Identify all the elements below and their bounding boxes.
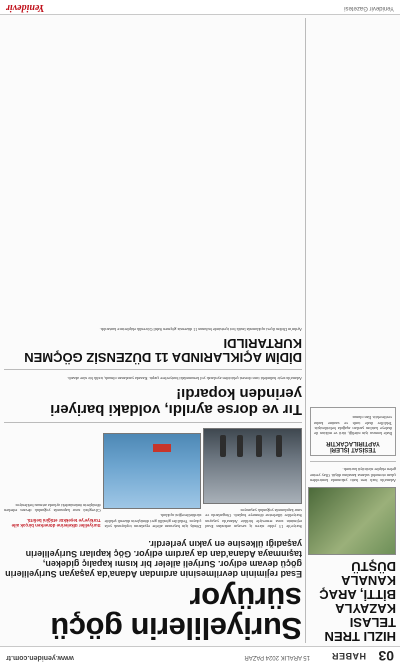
brand-logo: Yenidevir bbox=[6, 2, 45, 13]
notice-title: TESİSAT İŞLERİ YAPTIRILACAKTIR bbox=[326, 440, 380, 453]
column-divider bbox=[305, 18, 306, 643]
section-label: HABER bbox=[331, 651, 366, 661]
left-body: Adana'da hızlı tren hattı yakınında kontrolden çıkan otomobil sulama kanalına düştü. Olay yerine gelen ekipler sürücüyü kurtardı. bbox=[310, 467, 396, 483]
main-deck: Esad rejiminin devrilmesinin ardından Adana'da yaşayan Suriyelilerin göçü devam ediyor. Suriyeli aileler bir kısmı kapalıç gideken, taşınmaya Adana'dan da yardım ediyor. Göç kapıları Suriyelilerin yaşadığı ülkesine en yakın yerlerdir. bbox=[5, 539, 302, 579]
third-body: Aydın'ın Didim ilçesi açıklarında lastik bot içerisinde bulunan 11 düzensiz göçmen Sahil Güvenlik ekiplerince kurtarıldı. bbox=[99, 327, 302, 333]
page-footer bbox=[0, 0, 400, 15]
main-headline: Suriyelilerin göçü sürüyor bbox=[50, 581, 302, 646]
migrants-photo bbox=[203, 428, 302, 504]
left-headline: HIZLI TREN TELASI KAZAYLA BİTTİ, ARAÇ KANALA DÜŞTÜ bbox=[319, 559, 396, 644]
divider bbox=[4, 422, 302, 423]
left-column bbox=[310, 18, 396, 643]
accident-photo bbox=[308, 487, 396, 555]
main-columns bbox=[4, 428, 302, 533]
main-col1-text: Suriye'de 13 yıldır süren iç savaşın ardından Esad rejiminin sona ermesiyle birlikte Adana'da yaşayan Suriyeliler ülkelerine dönmeye başladı. Otogarlarda ve sınır kapılarında yoğunluk yaşanıyor. bbox=[205, 508, 302, 529]
main-story bbox=[3, 18, 302, 646]
footer-note: Yenidevir Gazetesi bbox=[344, 5, 394, 11]
website-link[interactable]: www.yeniden.com.tr bbox=[6, 654, 74, 661]
divider bbox=[310, 461, 396, 462]
second-headline: Tır ve dorse ayrıldı, voldaki bariyeri yerinden kopardı! bbox=[50, 384, 302, 418]
main-col-3 bbox=[4, 428, 101, 533]
page-header bbox=[0, 646, 400, 665]
page-number: 03 bbox=[378, 648, 394, 664]
tender-notice bbox=[310, 407, 396, 456]
third-headline: DİDİM AÇIKLARINDA 11 DÜZENSİZ GÖÇMEN KURTARILDI bbox=[24, 336, 302, 366]
border-gate-photo bbox=[103, 433, 202, 509]
main-col-2 bbox=[105, 428, 202, 533]
notice-body: İhale konusu işin niteliği, türü ve miktarı ile ihaleye katılım şartları aşağıda belirtilmiştir. Teklifler ihale tarih ve saatine kadar verilecektir. İlan olunur. bbox=[314, 415, 392, 437]
main-col-1 bbox=[205, 428, 302, 533]
main-col2-text: Dönüş için başvuran aileler eşyalarını toplayarak yola çıkıyor. Yetkililer gönüllü geri dönüşlerin düzenli şekilde sürdürüleceğini açıkladı. bbox=[104, 513, 202, 529]
second-body: Adana'da seyir halindeki tırın dorsesi çekiciden ayrılarak yol kenarındaki bariyerlere çarptı. Kazada yaralanan olmadı, trafik bir süre aksadı. bbox=[67, 375, 302, 381]
main-col3-text: Cilvegözü sınır kapısında yoğunluk devam ederken dönüşlerin önümüzdeki aylarda artması bekleniyor. bbox=[3, 502, 101, 513]
divider bbox=[4, 369, 302, 370]
issue-date: 15 ARALIK 2024 PAZAR bbox=[244, 654, 310, 660]
main-highlight: Suriyeliler ülkelerine dönerken birçok aile Türkiye'ye teşekkür ettiğini belirtti. bbox=[11, 518, 101, 529]
